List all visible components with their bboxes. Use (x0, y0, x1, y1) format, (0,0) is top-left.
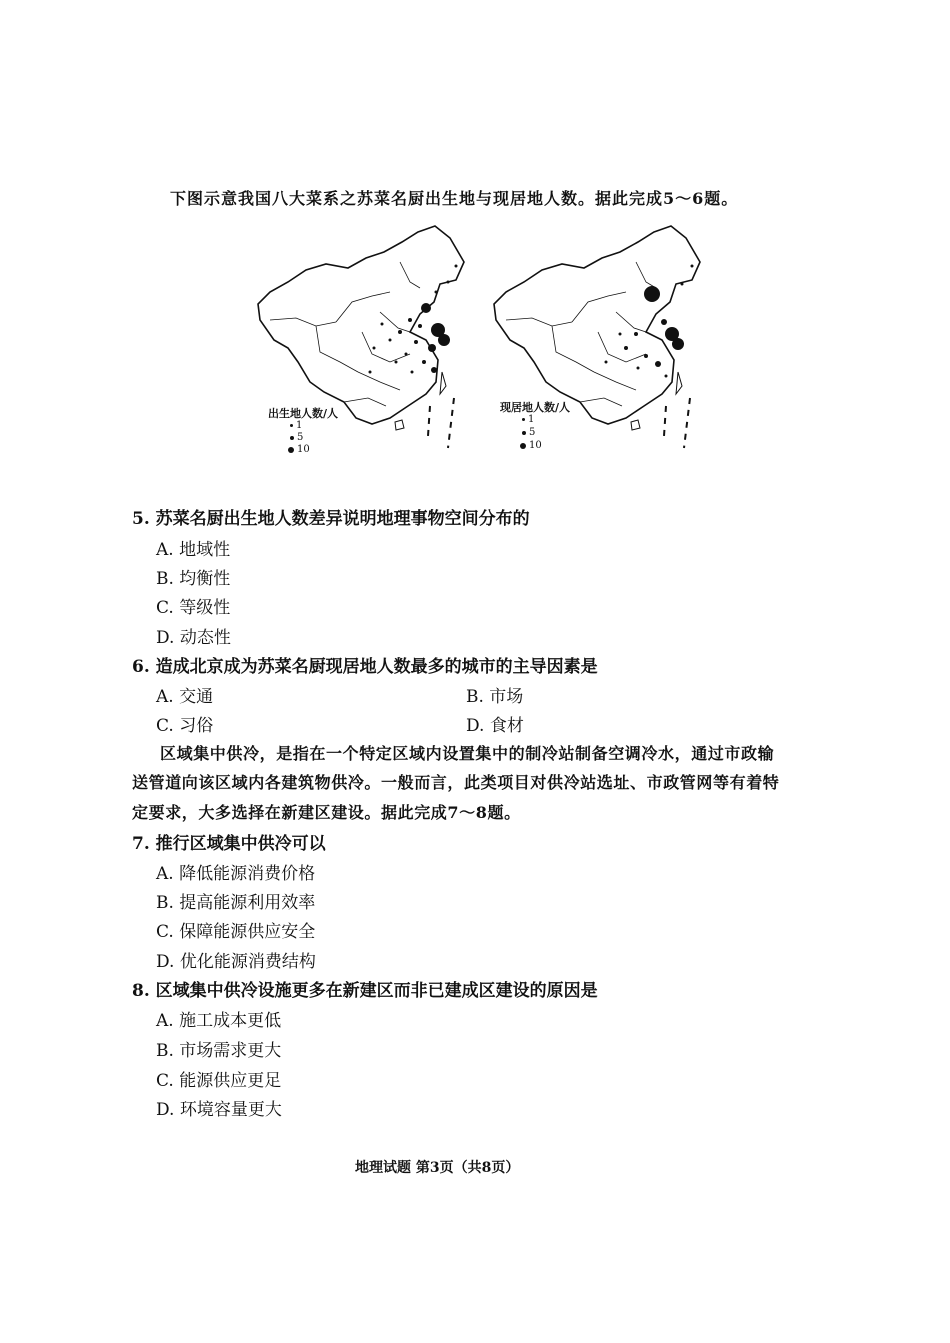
question-7-option-d[interactable]: D. 优化能源消费结构 (156, 952, 316, 972)
passage-line-1: 区域集中供冷，是指在一个特定区域内设置集中的制冷站制备空调冷水，通过市政输 (160, 744, 775, 763)
question-8-option-c[interactable]: C. 能源供应更足 (156, 1071, 282, 1091)
legend-value: 5 (297, 432, 304, 443)
question-8-stem: 8. 区域集中供冷设施更多在新建区而非已建成区建设的原因是 (132, 981, 598, 1001)
question-6-option-b[interactable]: B. 市场 (466, 687, 524, 707)
question-5-stem: 5. 苏菜名厨出生地人数差异说明地理事物空间分布的 (132, 509, 530, 529)
dot-large-icon (288, 447, 294, 453)
legend-item-1 (290, 420, 302, 431)
legend-item-1 (522, 414, 534, 425)
question-8-option-b[interactable]: B. 市场需求更大 (156, 1041, 282, 1061)
question-8-option-d[interactable]: D. 环境容量更大 (156, 1100, 282, 1120)
question-7-option-c[interactable]: C. 保障能源供应安全 (156, 922, 316, 942)
legend-value: 10 (297, 444, 310, 455)
question-6-option-a[interactable]: A. 交通 (156, 687, 214, 707)
legend-item-5 (522, 427, 535, 438)
dot-medium-icon (290, 436, 294, 440)
passage-line-3: 定要求，大多选择在新建区建设。据此完成7～8题。 (132, 803, 521, 822)
dot-medium-icon (522, 431, 526, 435)
question-8-option-a[interactable]: A. 施工成本更低 (156, 1011, 282, 1031)
question-6-option-d[interactable]: D. 食材 (466, 716, 524, 736)
legend-item-10 (288, 444, 310, 455)
legend-title-birth: 出生地人数/人 (268, 407, 339, 420)
question-5-option-d[interactable]: D. 动态性 (156, 628, 231, 648)
legend-item-10 (520, 440, 542, 451)
question-7-option-a[interactable]: A. 降低能源消费价格 (156, 864, 316, 884)
legend-value: 10 (529, 440, 542, 451)
question-5-option-a[interactable]: A. 地域性 (156, 540, 231, 560)
dot-small-icon (290, 424, 293, 427)
question-7-stem: 7. 推行区域集中供冷可以 (132, 834, 326, 854)
intro-text: 下图示意我国八大菜系之苏菜名厨出生地与现居地人数。据此完成5～6题。 (170, 189, 739, 208)
page-footer: 地理试题 第3页（共8页） (355, 1160, 520, 1176)
residence-map (486, 222, 716, 462)
legend-item-5 (290, 432, 303, 443)
legend-value: 1 (528, 414, 535, 425)
question-5-option-c[interactable]: C. 等级性 (156, 598, 231, 618)
dot-small-icon (522, 418, 525, 421)
dot-large-icon (520, 443, 526, 449)
legend-title-residence: 现居地人数/人 (500, 401, 571, 414)
legend-value: 1 (296, 420, 303, 431)
passage-line-2: 送管道向该区域内各建筑物供冷。一般而言，此类项目对供冷站选址、市政管网等有着特 (132, 773, 780, 792)
legend-value: 5 (529, 427, 536, 438)
question-6-option-c[interactable]: C. 习俗 (156, 716, 214, 736)
question-6-stem: 6. 造成北京成为苏菜名厨现居地人数最多的城市的主导因素是 (132, 657, 598, 677)
question-7-option-b[interactable]: B. 提高能源利用效率 (156, 893, 316, 913)
birthplace-map (250, 222, 480, 462)
question-5-option-b[interactable]: B. 均衡性 (156, 569, 231, 589)
